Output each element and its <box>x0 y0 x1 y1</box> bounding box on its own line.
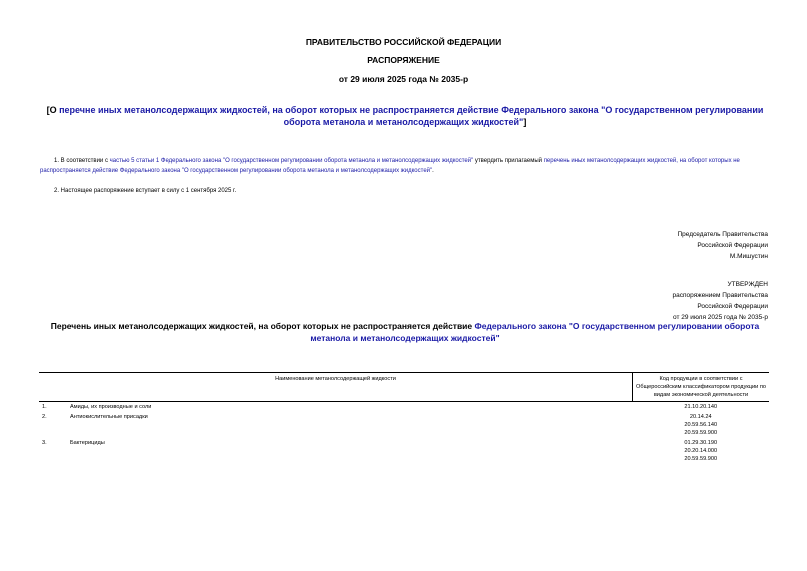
header-name-cell: Наименование метанолсодержащей жидкости <box>39 373 633 402</box>
approval-line-2: распоряжением Правительства <box>672 292 768 299</box>
document-date-number: от 29 июля 2025 года № 2035-р <box>338 74 469 84</box>
row-name: Бактерициды <box>70 440 105 446</box>
okpd-code: 20.20.14.000 <box>684 448 718 454</box>
row-codes <box>633 438 770 464</box>
approval-line-4: от 29 июля 2025 года № 2035-р <box>673 314 768 321</box>
document-type-heading: РАСПОРЯЖЕНИЕ <box>367 55 440 65</box>
signature-block <box>677 229 768 262</box>
approval-block <box>673 279 768 323</box>
signature-line-1: Председатель Правительства <box>677 231 768 238</box>
signature-name: М.Мишустин <box>729 253 768 260</box>
okpd-code: 21.10.20.140 <box>684 404 718 410</box>
table-row <box>39 402 769 413</box>
paragraph-1 <box>40 156 770 176</box>
row-codes <box>633 402 770 413</box>
government-heading: ПРАВИТЕЛЬСТВО РОССИЙСКОЙ ФЕДЕРАЦИИ <box>305 37 502 47</box>
p1-text-2: утвердить прилагаемый <box>473 158 544 164</box>
title-close-bracket: ] <box>523 117 527 127</box>
p1-law-link[interactable]: частью 5 статьи 1 Федерального закона "О государственном регулировании оборота метанола и метанолсодержащих жидкостей" <box>109 158 474 164</box>
row-number: 1. <box>42 404 47 410</box>
p1-text-3: . <box>432 168 434 174</box>
row-number: 2. <box>42 414 47 420</box>
list-title <box>40 320 770 344</box>
okpd-code: 01.29.30.190 <box>684 440 718 446</box>
okpd-code: 20.59.59.900 <box>684 456 718 462</box>
title-link[interactable]: перечне иных метанолсодержащих жидкостей, на оборот которых не распространяется действие Федерального закона "О государственном регулировании оборота метанола и метанолсодержащих жидкостей" <box>59 105 764 127</box>
paragraph-2: 2. Настоящее распоряжение вступает в силу с 1 сентября 2025 г. <box>54 188 237 194</box>
okpd-code: 20.59.59.900 <box>684 430 718 436</box>
row-name: Антиокислительные присадки <box>70 414 148 420</box>
p1-text-1: 1. В соответствии с <box>54 158 110 164</box>
table-body <box>39 402 769 465</box>
list-title-text: Перечень иных метанолсодержащих жидкостей, на оборот которых не распространяется действие <box>50 321 475 331</box>
p1-list-link[interactable]: перечень иных метанолсодержащих жидкостей, на оборот которых не распространяется действие Федерального закона "О государственном регулировании оборота метанола и метанолсодержащих жидкостей" <box>40 158 740 174</box>
row-number: 3. <box>42 440 47 446</box>
okpd-code: 20.14.24 <box>689 414 712 420</box>
row-codes <box>633 412 770 438</box>
table-header-row <box>39 373 769 402</box>
approval-line-1: УТВЕРЖДЕН <box>727 281 768 288</box>
list-title-law-link[interactable]: Федерального закона "О государственном регулировании оборота метанола и метанолсодержащих жидкостей" <box>310 321 760 343</box>
approval-line-3: Российской Федерации <box>697 303 768 310</box>
table-row <box>39 412 769 438</box>
liquids-table <box>39 372 769 464</box>
signature-line-2: Российской Федерации <box>697 242 768 249</box>
document-title <box>40 104 770 128</box>
row-name: Амиды, их производные и соли <box>70 404 152 410</box>
header-code-cell: Код продукции в соответствии с Общероссийским классификатором продукции по видам экономической деятельности <box>633 373 770 402</box>
okpd-code: 20.59.56.140 <box>684 422 718 428</box>
table-row <box>39 438 769 464</box>
title-open-bracket: [О <box>46 105 60 115</box>
